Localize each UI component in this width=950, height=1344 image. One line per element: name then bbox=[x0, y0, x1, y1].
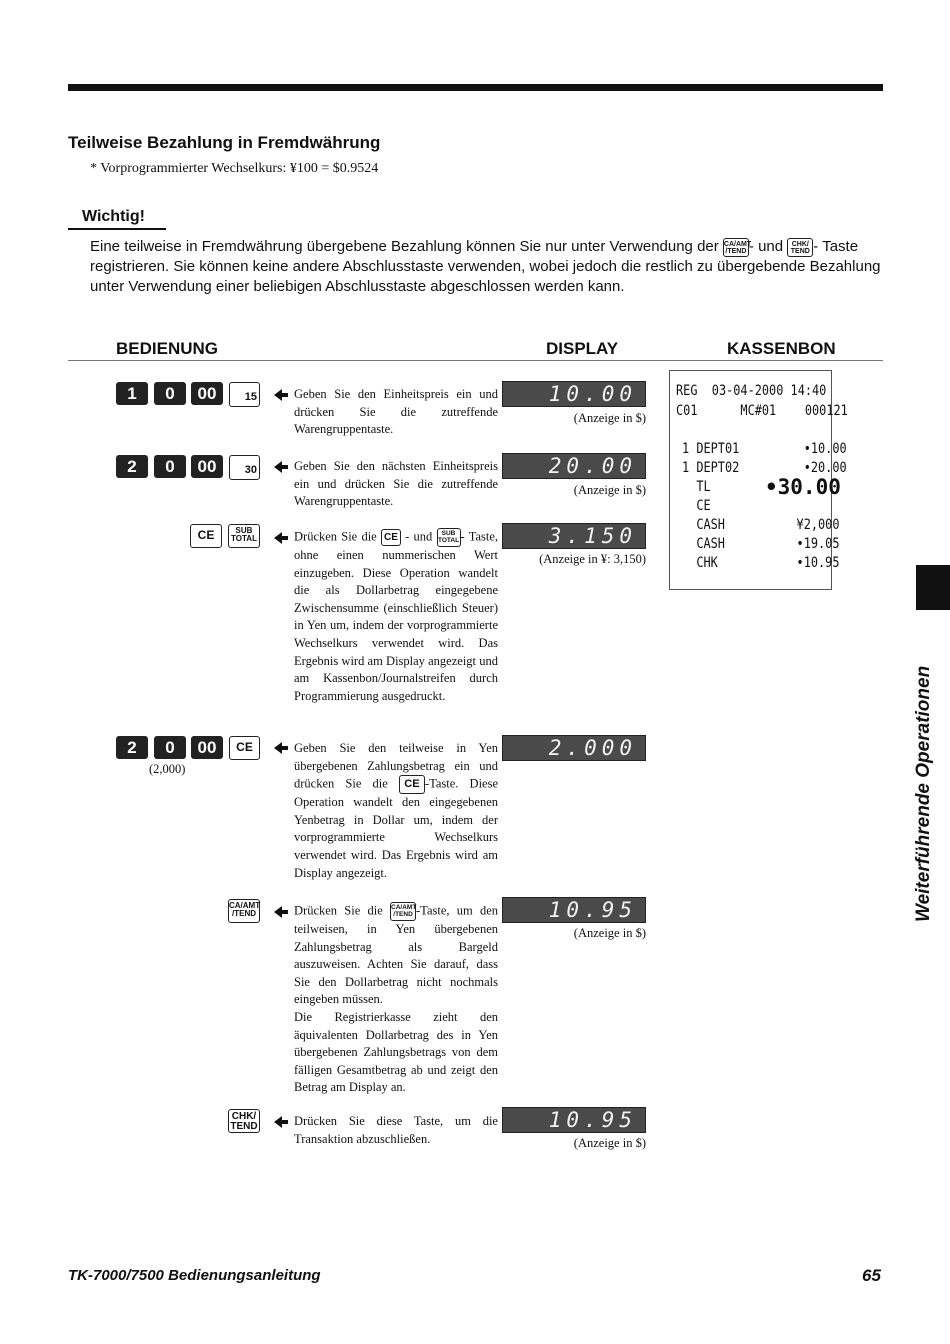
important-label: Wichtig! bbox=[82, 208, 145, 225]
side-chapter-label: Weiterführende Operationen bbox=[913, 665, 934, 922]
important-text-part: Taste registrieren. Sie können keine andere Abschlusstaste verwenden, wobei jedoch die restlich zu übergebende Bezahlung unter Verwendung einer beliebigen Abschlusstaste abgeschlossen werden kann. bbox=[90, 238, 881, 295]
receipt bbox=[669, 370, 848, 590]
side-tab-marker bbox=[916, 565, 950, 610]
ce-key: CE bbox=[190, 524, 222, 548]
header-rule bbox=[68, 360, 883, 361]
ca-amt-tend-key-icon: CA/AMT /TEND bbox=[390, 902, 416, 921]
dept-key-30: 30 bbox=[229, 455, 260, 480]
important-text bbox=[90, 237, 885, 297]
ca-amt-tend-key-icon: CA/AMT /TEND bbox=[723, 238, 749, 257]
column-display: DISPLAY bbox=[546, 339, 619, 358]
display-caption: (Anzeige in $) bbox=[573, 1136, 646, 1150]
section-title: Teilweise Bezahlung in Fremdwährung bbox=[68, 133, 381, 152]
receipt-line: CASH ¥2,000 bbox=[682, 517, 840, 533]
display-caption: (Anzeige in ¥: 3,150) bbox=[539, 552, 646, 566]
ca-amt-tend-key: CA/AMT /TEND bbox=[228, 899, 260, 923]
arrow-tail bbox=[281, 393, 288, 397]
receipt-total: •30.00 bbox=[765, 475, 841, 499]
page-number: 65 bbox=[862, 1266, 881, 1285]
step-2-description: Geben Sie den nächsten Einheitspreis ein und drücken Sie die zutreffende Warengruppentaste. bbox=[294, 459, 498, 509]
display-readout: 10.95 bbox=[502, 1107, 646, 1133]
subtotal-key-icon: SUB TOTAL bbox=[437, 528, 461, 547]
key-1: 1 bbox=[116, 382, 148, 405]
step-5-description: Drücken Sie die CA/AMT /TEND -Taste, um den teilweisen, in Yen übergebenen Zahlungsbetrag als Bargeld auszuweisen. Achten Sie darauf, dass Sie den Dollarbetrag nicht nochmals eingeben müssen. Die Registrierkasse zieht den äquivalenten Dollarbetrag des in Yen übergebenen Zahlungsbetrags von dem fälligen Gesamtbetrag ab und zeigt den Betrag am Display an. bbox=[294, 903, 499, 1095]
footer-manual-title: TK-7000/7500 Bedienungsanleitung bbox=[68, 1267, 321, 1284]
key-2: 2 bbox=[116, 736, 148, 759]
ce-key: CE bbox=[229, 736, 260, 760]
step-4-description: Geben Sie den teilweise in Yen übergebenen Zahlungsbetrag ein und drücken Sie die CE -Taste. Diese Operation wandelt den eingegebenen Yenbetrag in Dollar um, indem der vorprogrammierte Wechselkurs verwendet wird. Das Ergebnis wird am Display angezeigt. bbox=[294, 741, 498, 880]
key-0: 0 bbox=[154, 455, 186, 478]
top-rule bbox=[68, 84, 883, 91]
key-00: 00 bbox=[191, 736, 223, 759]
important-underline bbox=[68, 228, 166, 230]
dept-key-15: 15 bbox=[229, 382, 260, 407]
receipt-line: CHK •10.95 bbox=[682, 555, 840, 571]
key-0: 0 bbox=[154, 736, 186, 759]
exchange-rate-note: * Vorprogrammierter Wechselkurs: ¥100 = $0.9524 bbox=[90, 161, 379, 176]
key-0: 0 bbox=[154, 382, 186, 405]
display-caption: (Anzeige in $) bbox=[573, 411, 646, 425]
ce-key-icon: CE bbox=[381, 529, 401, 546]
important-text-part: - und bbox=[748, 238, 784, 255]
ce-key-icon: CE bbox=[399, 775, 425, 794]
display-caption: (Anzeige in $) bbox=[573, 483, 646, 497]
chk-tend-key-icon: CHK/ TEND bbox=[787, 238, 813, 257]
display-readout: 10.00 bbox=[502, 381, 646, 407]
step-3-description: Drücken Sie die CE - und SUB TOTAL- Taste, ohne einen nummerischen Wert einzugeben. Diese Operation wandelt die als Dollarbetrag eingegebene Zwischensumme (einschließlich Steuer) in Yen um, indem der vorprogrammierte Wechselkurs verwendet wird. Das Ergebnis wird am Display angezeigt und am Kassenbon/Journalstreifen durch Programmierung ausgedruckt. bbox=[294, 529, 499, 703]
step-6-description: Drücken Sie diese Taste, um die Transaktion abzuschließen. bbox=[294, 1114, 498, 1146]
receipt-header-line: C01 MC#01 000121 bbox=[676, 403, 848, 419]
key-2: 2 bbox=[116, 455, 148, 478]
receipt-line: TL bbox=[682, 479, 711, 495]
arrow-tail bbox=[281, 465, 288, 469]
subtotal-key: SUB TOTAL bbox=[228, 524, 260, 548]
amount-note: (2,000) bbox=[149, 762, 186, 776]
important-text-part: - bbox=[813, 238, 819, 255]
key-00: 00 bbox=[191, 382, 223, 405]
step-1-description: Geben Sie den Einheitspreis ein und drücken Sie die zutreffende Warengruppentaste. bbox=[294, 387, 498, 437]
arrow-tail bbox=[281, 910, 288, 914]
chk-tend-key: CHK/ TEND bbox=[228, 1109, 260, 1133]
key-00: 00 bbox=[191, 455, 223, 478]
receipt-line: CE bbox=[682, 498, 711, 514]
column-operation: BEDIENUNG bbox=[116, 339, 219, 358]
column-receipt: KASSENBON bbox=[727, 339, 836, 358]
arrow-tail bbox=[281, 536, 288, 540]
important-text-part: Eine teilweise in Fremdwährung übergebene Bezahlung können Sie nur unter Verwendung der bbox=[90, 238, 719, 255]
display-readout: 2.000 bbox=[502, 735, 646, 761]
display-readout: 3.150 bbox=[502, 523, 646, 549]
arrow-tail bbox=[281, 1120, 288, 1124]
display-readout: 10.95 bbox=[502, 897, 646, 923]
receipt-line: 1 DEPT01 •10.00 bbox=[682, 441, 847, 457]
display-caption: (Anzeige in $) bbox=[573, 926, 646, 940]
receipt-line: 1 DEPT02 •20.00 bbox=[682, 460, 847, 476]
receipt-line: CASH •19.05 bbox=[682, 536, 840, 552]
receipt-header-line: REG 03-04-2000 14:40 bbox=[676, 383, 827, 399]
display-readout: 20.00 bbox=[502, 453, 646, 479]
arrow-tail bbox=[281, 746, 288, 750]
